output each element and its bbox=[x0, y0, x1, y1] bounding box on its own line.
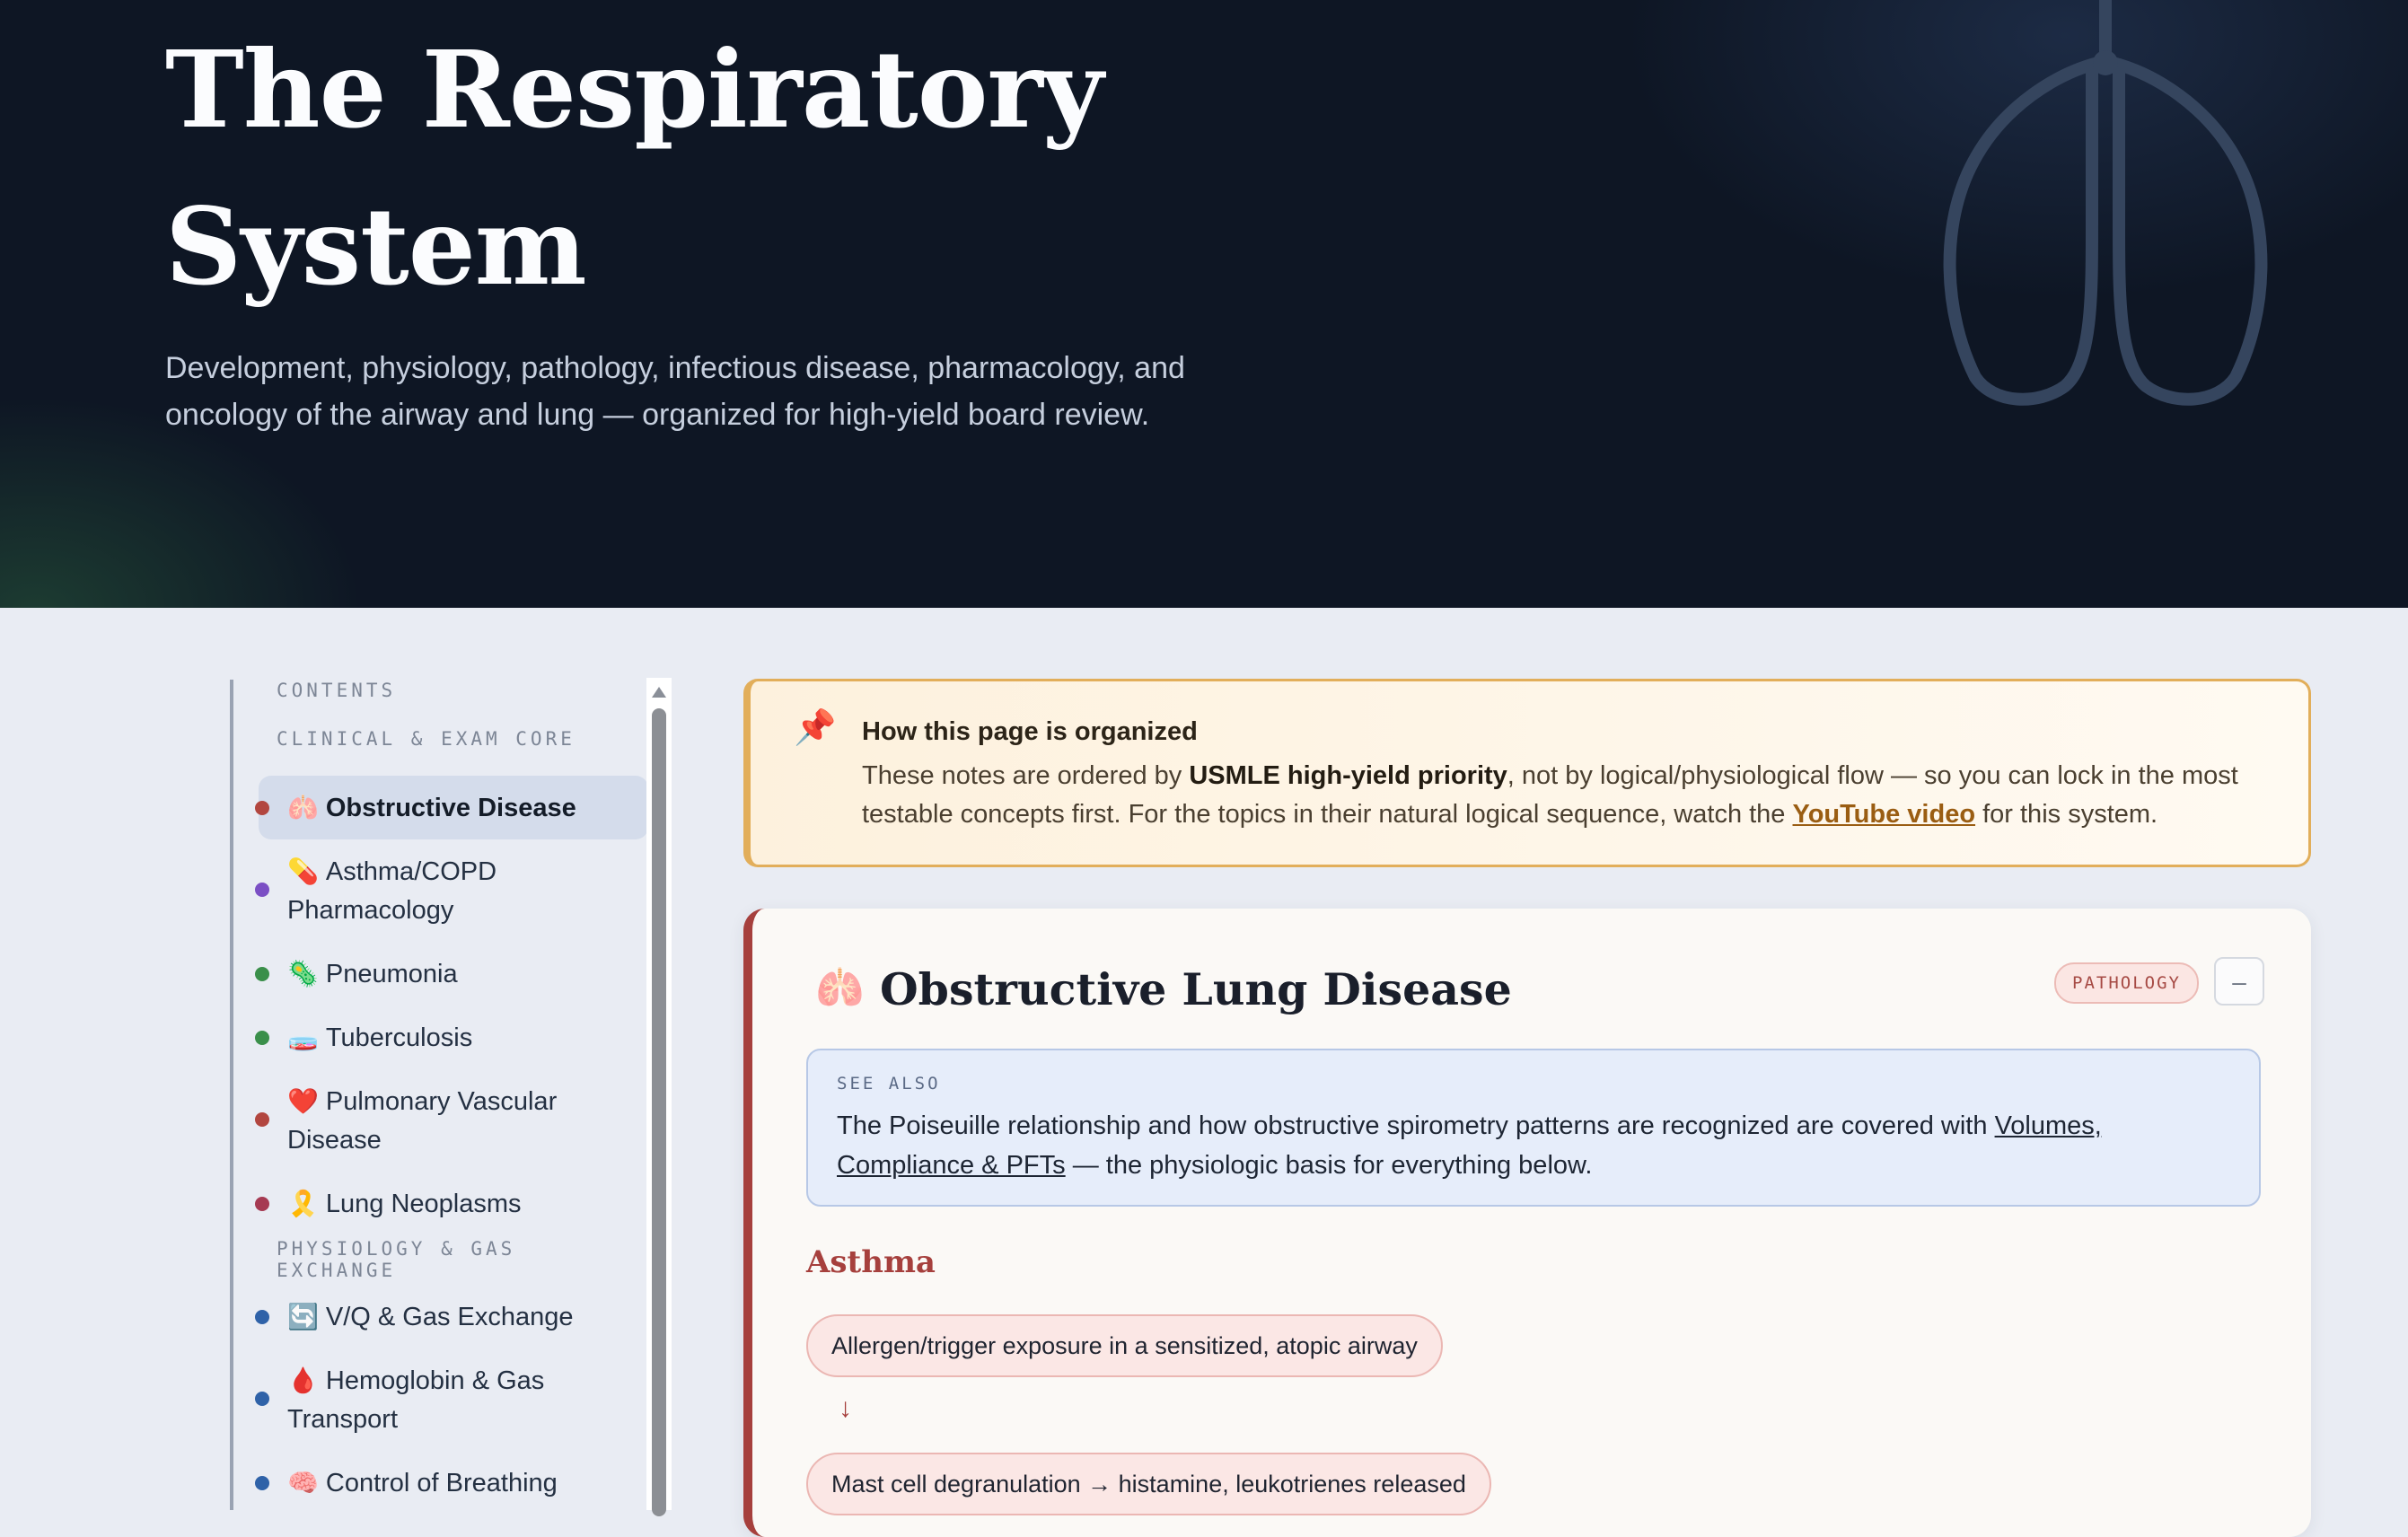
collapse-button[interactable]: – bbox=[2214, 957, 2264, 1006]
arrow-down-icon: ↓ bbox=[839, 1393, 852, 1423]
toc-item-vq-gas-exchange[interactable] bbox=[259, 1297, 648, 1337]
toc-group-physiology: PHYSIOLOGY & GAS EXCHANGE bbox=[277, 1238, 516, 1281]
status-dot bbox=[255, 1031, 269, 1045]
toc-item-asthma-copd-pharmacology[interactable] bbox=[259, 852, 648, 930]
status-dot bbox=[255, 967, 269, 981]
pill-icon: 💊 bbox=[287, 856, 319, 886]
hero-banner bbox=[0, 0, 2408, 608]
toc-item-label: Tuberculosis bbox=[325, 1023, 473, 1052]
microbe-icon: 🦠 bbox=[287, 959, 319, 988]
cycle-arrows-icon: 🔄 bbox=[287, 1302, 319, 1331]
callout-text: These notes are ordered by bbox=[862, 761, 1190, 790]
heart-icon: ❤️ bbox=[287, 1086, 319, 1116]
section-heading-asthma: Asthma bbox=[806, 1244, 936, 1280]
volumes-compliance-pfts-link[interactable]: Volumes, Compliance & PFTs bbox=[837, 1111, 2102, 1180]
see-also-text: — the physiologic basis for everything below. bbox=[1065, 1151, 1593, 1180]
toc-item-pulmonary-vascular-disease[interactable] bbox=[259, 1082, 648, 1160]
status-dot bbox=[255, 1112, 269, 1127]
category-badge: PATHOLOGY bbox=[2054, 962, 2199, 1004]
see-also-box bbox=[806, 1049, 2261, 1207]
toc-item-hemoglobin-gas-transport[interactable] bbox=[259, 1361, 648, 1439]
callout-title: How this page is organized bbox=[862, 717, 1198, 746]
callout-emphasis: USMLE high-yield priority bbox=[1189, 761, 1507, 790]
lungs-icon: 🫁 bbox=[815, 966, 865, 1010]
petri-dish-icon: 🧫 bbox=[287, 1023, 319, 1052]
callout-text: , not by logical/physiological flow — so you can lock in the most testable concepts first. For the topics in their natural logical sequence, watch the bbox=[862, 761, 2238, 829]
topic-card-obstructive-lung-disease bbox=[743, 909, 2311, 1537]
toc-item-label: Pneumonia bbox=[325, 960, 458, 988]
toc-item-control-of-breathing[interactable] bbox=[259, 1463, 648, 1503]
toc-heading: CONTENTS bbox=[277, 680, 397, 701]
organization-callout bbox=[743, 679, 2311, 867]
toc-item-label: Pulmonary Vascular Disease bbox=[287, 1087, 558, 1155]
flow-step: Allergen/trigger exposure in a sensitized, atopic airway bbox=[806, 1314, 1443, 1377]
toc-item-label: Asthma/COPD Pharmacology bbox=[287, 857, 497, 925]
toc-item-label: V/Q & Gas Exchange bbox=[325, 1303, 574, 1331]
flow-step: Mast cell degranulation → histamine, leukotrienes released bbox=[806, 1453, 1491, 1515]
status-dot bbox=[255, 1392, 269, 1406]
toc-item-tuberculosis[interactable] bbox=[259, 1018, 648, 1058]
see-also-text: The Poiseuille relationship and how obstructive spirometry patterns are recognized are covered with bbox=[837, 1111, 1995, 1140]
youtube-video-link[interactable]: YouTube video bbox=[1792, 800, 1976, 829]
scrollbar-thumb[interactable] bbox=[652, 708, 666, 1516]
brain-icon: 🧠 bbox=[287, 1468, 319, 1497]
toc-item-pneumonia[interactable] bbox=[259, 954, 648, 994]
status-dot bbox=[255, 1197, 269, 1211]
card-title: Obstructive Lung Disease bbox=[880, 963, 1512, 1015]
callout-text: for this system. bbox=[1975, 800, 2158, 829]
sidebar-scrollbar[interactable] bbox=[646, 678, 672, 1510]
toc-item-obstructive-disease[interactable] bbox=[259, 776, 648, 839]
toc-item-label: Lung Neoplasms bbox=[325, 1190, 522, 1218]
page-title: The Respiratory System bbox=[165, 27, 1103, 309]
status-dot bbox=[255, 801, 269, 815]
table-of-contents bbox=[230, 680, 648, 1510]
toc-item-label: Control of Breathing bbox=[325, 1469, 558, 1497]
toc-item-label: Obstructive Disease bbox=[325, 794, 576, 822]
scroll-up-arrow-icon[interactable] bbox=[652, 687, 666, 698]
see-also-label: SEE ALSO bbox=[837, 1074, 941, 1093]
pushpin-icon: 📌 bbox=[794, 709, 837, 747]
see-also-body bbox=[837, 1106, 2237, 1185]
lungs-icon: 🫁 bbox=[287, 793, 319, 822]
toc-item-lung-neoplasms[interactable] bbox=[259, 1184, 648, 1224]
status-dot bbox=[255, 883, 269, 897]
toc-item-label: Hemoglobin & Gas Transport bbox=[287, 1366, 545, 1434]
toc-group-clinical: CLINICAL & EXAM CORE bbox=[277, 728, 576, 750]
blood-drop-icon: 🩸 bbox=[287, 1366, 319, 1395]
callout-body bbox=[862, 757, 2281, 834]
status-dot bbox=[255, 1476, 269, 1490]
ribbon-icon: 🎗️ bbox=[287, 1189, 319, 1218]
lungs-icon bbox=[1921, 0, 2289, 413]
status-dot bbox=[255, 1310, 269, 1324]
page-subtitle: Development, physiology, pathology, infectious disease, pharmacology, and oncology of the airway and lung — organized for high-yield board review. bbox=[165, 351, 1185, 432]
